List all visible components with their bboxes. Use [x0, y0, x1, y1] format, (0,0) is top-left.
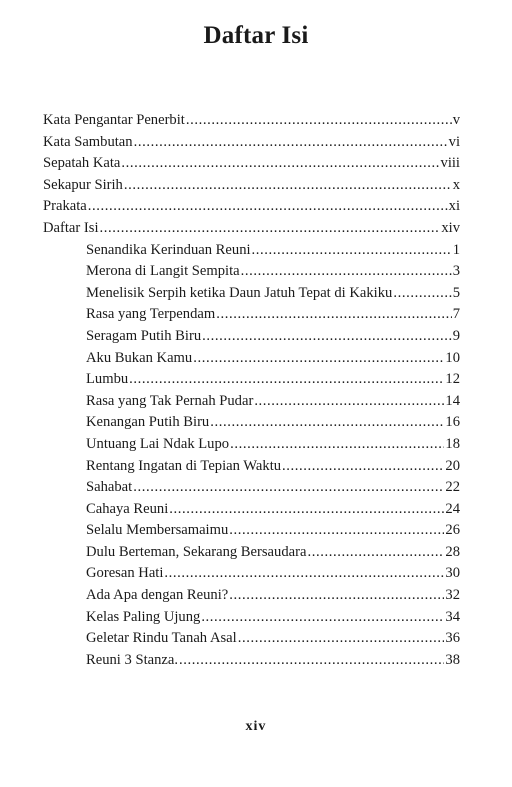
table-of-contents: [43, 110, 460, 671]
toc-entry-title: Senandika Kerinduan Reuni: [86, 241, 251, 258]
toc-dot-leader: [169, 499, 444, 521]
toc-dot-leader: [164, 563, 444, 585]
toc-entry: [43, 412, 460, 434]
toc-entry-page: 22: [445, 479, 460, 496]
toc-dot-leader: [121, 153, 439, 175]
page-number: xiv: [245, 719, 267, 734]
toc-entry-title: Kata Sambutan: [43, 133, 133, 150]
toc-entry: [43, 175, 460, 197]
toc-entry-page: vi: [448, 133, 460, 150]
toc-entry-page: 9: [452, 327, 460, 344]
toc-entry: [43, 607, 460, 629]
toc-entry-title: Rentang Ingatan di Tepian Waktu: [86, 457, 282, 474]
toc-entry-title: Cahaya Reuni: [86, 500, 169, 517]
toc-dot-leader: [282, 456, 444, 478]
toc-entry-title: Selalu Membersamaimu: [86, 522, 229, 539]
toc-entry: [43, 499, 460, 521]
toc-entry-title: Rasa yang Terpendam: [86, 306, 216, 323]
toc-entry-page: xi: [448, 198, 460, 215]
toc-entry-title: Kenangan Putih Biru: [86, 414, 210, 431]
toc-dot-leader: [124, 175, 452, 197]
toc-entry-page: 32: [445, 587, 460, 604]
toc-dot-leader: [201, 607, 444, 629]
toc-entry-page: 1: [452, 241, 460, 258]
toc-dot-leader: [230, 434, 444, 456]
toc-entry-page: 30: [445, 565, 460, 582]
toc-entry-page: 36: [445, 630, 460, 647]
toc-dot-leader: [186, 110, 452, 132]
toc-entry: [43, 132, 460, 154]
toc-entry: [43, 563, 460, 585]
toc-dot-leader: [179, 650, 444, 672]
toc-entry-title: Merona di Langit Sempita: [86, 263, 240, 280]
toc-dot-leader: [252, 240, 452, 262]
toc-entry: [43, 196, 460, 218]
toc-dot-leader: [216, 304, 452, 326]
toc-entry-page: xiv: [441, 219, 460, 236]
toc-entry-page: x: [452, 176, 460, 193]
toc-entry-title: Sekapur Sirih: [43, 176, 123, 193]
toc-entry-title: Untuang Lai Ndak Lupo: [86, 435, 230, 452]
page-title: Daftar Isi: [203, 22, 309, 49]
toc-entry-page: 3: [452, 263, 460, 280]
toc-dot-leader: [100, 218, 441, 240]
toc-entry-page: 24: [445, 500, 460, 517]
toc-entry: [43, 434, 460, 456]
toc-entry-title: Reuni 3 Stanza.: [86, 651, 179, 668]
toc-entry: [43, 520, 460, 542]
toc-entry-title: Goresan Hati: [86, 565, 164, 582]
toc-entry-title: Daftar Isi: [43, 219, 99, 236]
toc-dot-leader: [129, 369, 444, 391]
toc-dot-leader: [241, 261, 452, 283]
toc-entry: [43, 153, 460, 175]
toc-entry-page: 14: [445, 392, 460, 409]
toc-entry: [43, 477, 460, 499]
toc-entry-page: 16: [445, 414, 460, 431]
toc-entry: [43, 391, 460, 413]
toc-entry: [43, 628, 460, 650]
toc-entry: [43, 261, 460, 283]
toc-entry-page: 34: [445, 608, 460, 625]
toc-entry-title: Aku Bukan Kamu: [86, 349, 193, 366]
toc-entry-title: Geletar Rindu Tanah Asal: [86, 630, 237, 647]
toc-entry-title: Lumbu: [86, 371, 129, 388]
toc-dot-leader: [210, 412, 444, 434]
toc-entry-page: 38: [445, 651, 460, 668]
toc-dot-leader: [393, 283, 451, 305]
toc-entry: [43, 283, 460, 305]
toc-entry: [43, 650, 460, 672]
toc-dot-leader: [229, 585, 444, 607]
toc-entry-page: 18: [445, 435, 460, 452]
toc-entry: [43, 110, 460, 132]
toc-dot-leader: [88, 196, 448, 218]
toc-entry-page: 5: [452, 284, 460, 301]
toc-entry-title: Sahabat: [86, 479, 133, 496]
toc-dot-leader: [133, 477, 444, 499]
toc-entry: [43, 304, 460, 326]
toc-entry: [43, 348, 460, 370]
toc-entry: [43, 240, 460, 262]
toc-entry-page: 12: [445, 371, 460, 388]
toc-dot-leader: [307, 542, 444, 564]
toc-entry-page: 10: [445, 349, 460, 366]
toc-entry-title: Dulu Berteman, Sekarang Bersaudara: [86, 543, 307, 560]
toc-entry-page: 28: [445, 543, 460, 560]
toc-entry-title: Sepatah Kata: [43, 155, 121, 172]
toc-entry-title: Seragam Putih Biru: [86, 327, 202, 344]
toc-entry-title: Rasa yang Tak Pernah Pudar: [86, 392, 254, 409]
toc-entry-title: Menelisik Serpih ketika Daun Jatuh Tepat di Kakiku: [86, 284, 393, 301]
toc-entry-page: 26: [445, 522, 460, 539]
toc-dot-leader: [229, 520, 444, 542]
toc-entry: [43, 542, 460, 564]
toc-entry-title: Prakata: [43, 198, 87, 215]
toc-entry-title: Ada Apa dengan Reuni?: [86, 587, 229, 604]
toc-entry: [43, 326, 460, 348]
toc-dot-leader: [238, 628, 445, 650]
toc-dot-leader: [193, 348, 444, 370]
toc-dot-leader: [202, 326, 452, 348]
toc-entry: [43, 218, 460, 240]
toc-entry: [43, 585, 460, 607]
toc-entry-page: 7: [452, 306, 460, 323]
toc-entry: [43, 369, 460, 391]
toc-dot-leader: [254, 391, 444, 413]
toc-entry-page: 20: [445, 457, 460, 474]
toc-entry-page: v: [452, 112, 460, 128]
toc-entry-title: Kelas Paling Ujung: [86, 608, 201, 625]
toc-dot-leader: [134, 132, 448, 154]
toc-entry-title: Kata Pengantar Penerbit: [43, 112, 185, 128]
toc-entry-page: viii: [440, 155, 460, 172]
toc-entry: [43, 456, 460, 478]
